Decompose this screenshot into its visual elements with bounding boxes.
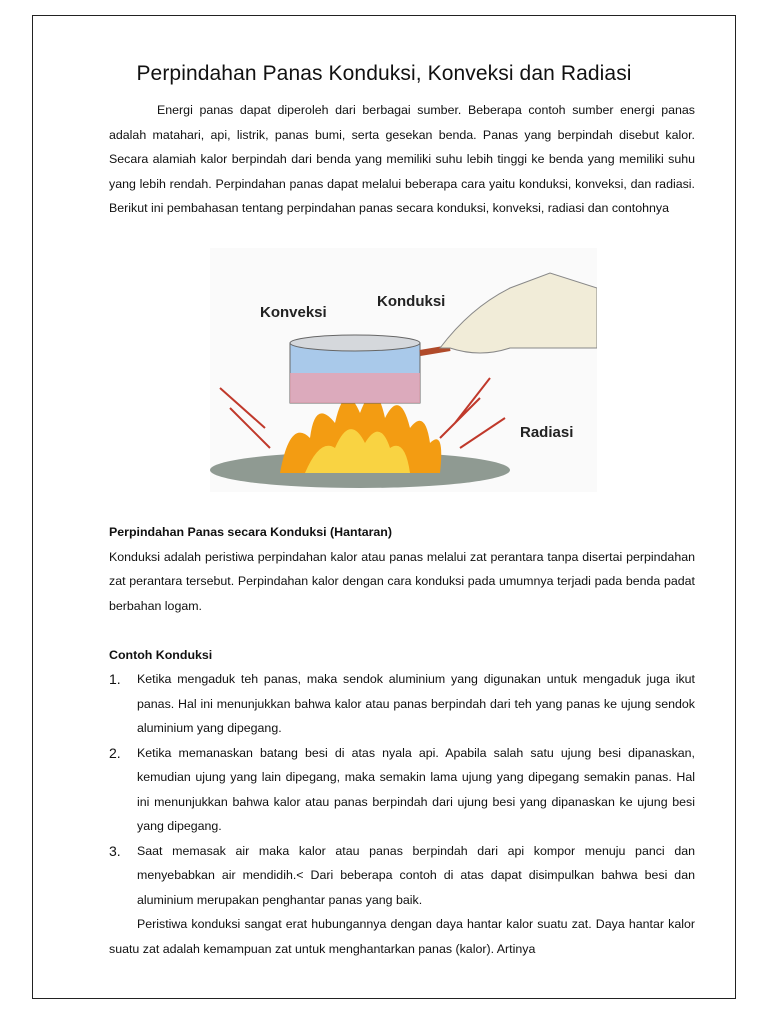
section-heading: Perpindahan Panas secara Konduksi (Hantaran) [109,525,393,539]
list-number: 1. [109,671,121,687]
list-item [109,741,695,839]
list-item-text: Ketika memanaskan batang besi di atas nyala api. Apabila salah satu ujung besi dipanaskan, kemudian ujung yang lain dipegang, maka semakin lama ujung yang dipegang semakin panas. Hal ini menunjukkan bahwa kalor atau panas berpindah dari ujung besi yang dipanaskan ke ujung besi yang dipegang. [137,745,695,833]
section-text: Konduksi adalah peristiwa perpindahan kalor atau panas melalui zat perantara tanpa disertai perpindahan zat perantara tersebut. Perpindahan kalor dengan cara konduksi pada umumnya terjadi pada benda padat berbahan logam. [109,549,695,613]
examples-heading: Contoh Konduksi [109,647,213,662]
intro-paragraph: Energi panas dapat diperoleh dari berbagai sumber. Beberapa contoh sumber energi panas adalah matahari, api, listrik, panas bumi, serta gesekan benda. Panas yang berpindah disebut kalor. Secara alamiah kalor berpindah dari benda yang memiliki suhu lebih tinggi ke benda yang memiliki suhu yang lebih rendah. Perpindahan panas dapat melalui beberapa cara yaitu konduksi, konveksi, dan radiasi. Berikut ini pembahasan tentang perpindahan panas secara konduksi, konveksi, radiasi dan contohnya [109,103,695,215]
heat-transfer-illustration [210,248,597,492]
list-item-text: Ketika mengaduk teh panas, maka sendok aluminium yang digunakan untuk mengaduk juga ikut panas. Hal ini menunjukkan bahwa kalor atau panas berpindah dari teh yang panas ke ujung sendok aluminium yang dipegang. [137,672,695,735]
conduction-section [109,520,695,961]
list-item [109,839,695,913]
label-konveksi: Konveksi [260,304,327,321]
closing-paragraph: Peristiwa konduksi sangat erat hubungannya dengan daya hantar kalor suatu zat. Daya hantar kalor suatu zat adalah kemampuan zat untuk menghantarkan panas (kalor). Artinya [109,917,695,956]
list-item [109,667,695,741]
page-title: Perpindahan Panas Konduksi, Konveksi dan Radiasi [136,62,632,85]
examples-list [109,667,695,912]
list-number: 2. [109,744,121,761]
list-number: 3. [109,842,121,859]
label-konduksi: Konduksi [377,293,446,310]
label-radiasi: Radiasi [520,424,574,441]
list-item-text: Saat memasak air maka kalor atau panas berpindah dari api kompor menuju panci dan menyebabkan air mendidih.< Dari beberapa contoh di atas dapat disimpulkan bahwa besi dan aluminium merupakan penghantar panas yang baik. [137,843,695,907]
